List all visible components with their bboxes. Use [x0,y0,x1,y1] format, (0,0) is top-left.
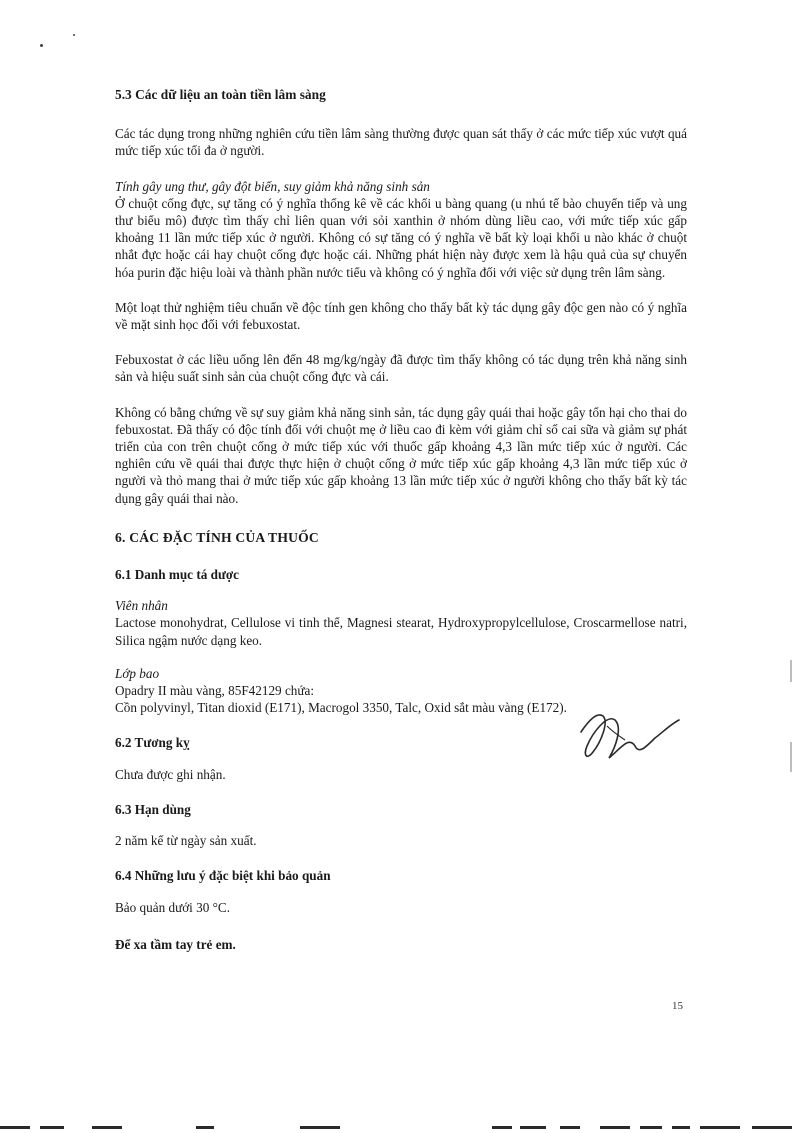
paragraph: Một loạt thử nghiệm tiêu chuẩn về độc tính gen không cho thấy bất kỳ tác dụng gây độc gen nào có ý nghĩa về mặt sinh học đối với febuxostat. [115,299,687,333]
section-5-3-heading: 5.3 Các dữ liệu an toàn tiền lâm sàng [115,87,326,102]
scan-bottom-strip [0,1120,799,1133]
subheading-carcinogenicity: Tính gây ung thư, gây đột biến, suy giảm khả năng sinh sản [115,178,430,194]
scan-speck [40,44,43,47]
page-number: 15 [672,1000,683,1012]
section-6-1-heading: 6.1 Danh mục tá dược [115,567,240,583]
paragraph: Febuxostat ở các liều uống lên đến 48 mg/kg/ngày đã được tìm thấy không có tác dụng trên khả năng sinh sản và hiệu suất sinh sản của chuột cống đực và cái. [115,352,687,385]
paragraph: Ở chuột cống đực, sự tăng có ý nghĩa thống kê về các khối u bàng quang (u nhú tế bào chuyển tiếp và ung thư biểu mô) được tìm thấy chỉ liên quan với sỏi xanthin ở nhóm dùng liều cao, với mức tiếp xúc gấp khoảng 11 lần mức tiếp xúc ở người. Không có sự tăng có ý nghĩa về bất kỳ loại khối u nào khác ở chuột nhắt đực hoặc cái hay chuột cống đực hoặc cái. Những phát hiện này được xem là hậu quả của sự chuyển hóa purin đặc hiệu loài và thành phần nước tiểu và không có ý nghĩa đối với việc sử dụng trên lâm sàng. [115,195,687,280]
section-6-2-heading: 6.2 Tương kỵ [115,735,190,751]
coating-line: Cồn polyvinyl, Titan dioxid (E171), Macrogol 3350, Talc, Oxid sắt màu vàng (E172). [115,700,567,716]
handwritten-signature [563,702,693,772]
scan-edge-mark [790,742,792,772]
storage-text: Bảo quản dưới 30 °C. [115,899,230,915]
section-6-heading: 6. CÁC ĐẶC TÍNH CỦA THUỐC [115,529,319,545]
shelf-life-text: 2 năm kể từ ngày sản xuất. [115,833,257,849]
document-body [115,86,687,967]
section-6-4-heading: 6.4 Những lưu ý đặc biệt khi bảo quản [115,868,331,884]
subheading-coating: Lớp bao [115,665,160,681]
scan-edge-mark [790,660,792,682]
section-6-3-heading: 6.3 Hạn dùng [115,801,191,817]
scan-speck [73,34,75,36]
incompatibility-text: Chưa được ghi nhận. [115,766,226,782]
subheading-core: Viên nhân [115,598,168,614]
coating-line: Opadry II màu vàng, 85F42129 chứa: [115,683,315,699]
paragraph: Không có bằng chứng về sự suy giảm khả năng sinh sản, tác dụng gây quái thai hoặc gây tổn hại cho thai do febuxostat. Đã thấy có độc tính đối với chuột mẹ ở liều cao đi kèm với giảm chỉ số cai sữa và giảm sự phát triển của con trên chuột cống ở mức tiếp xúc với thuốc gấp khoảng 4,3 lần mức tiếp xúc ở người. Các nghiên cứu về quái thai được thực hiện ở chuột cống ở mức tiếp xúc gấp khoảng 4,3 lần mức tiếp xúc ở người và thỏ mang thai ở mức tiếp xúc gấp khoảng 13 lần mức tiếp xúc ở người không cho thấy bất kỳ tác dụng gây quái thai nào. [115,404,687,506]
storage-warning: Để xa tầm tay trẻ em. [115,936,236,952]
paragraph: Các tác dụng trong những nghiên cứu tiền lâm sàng thường được quan sát thấy ở các mức tiếp xúc vượt quá mức tiếp xúc tối đa ở người. [115,126,687,159]
paragraph: Lactose monohydrat, Cellulose vi tinh thể, Magnesi stearat, Hydroxypropylcellulose, Croscarmellose natri, Silica ngậm nước dạng keo. [115,615,687,648]
